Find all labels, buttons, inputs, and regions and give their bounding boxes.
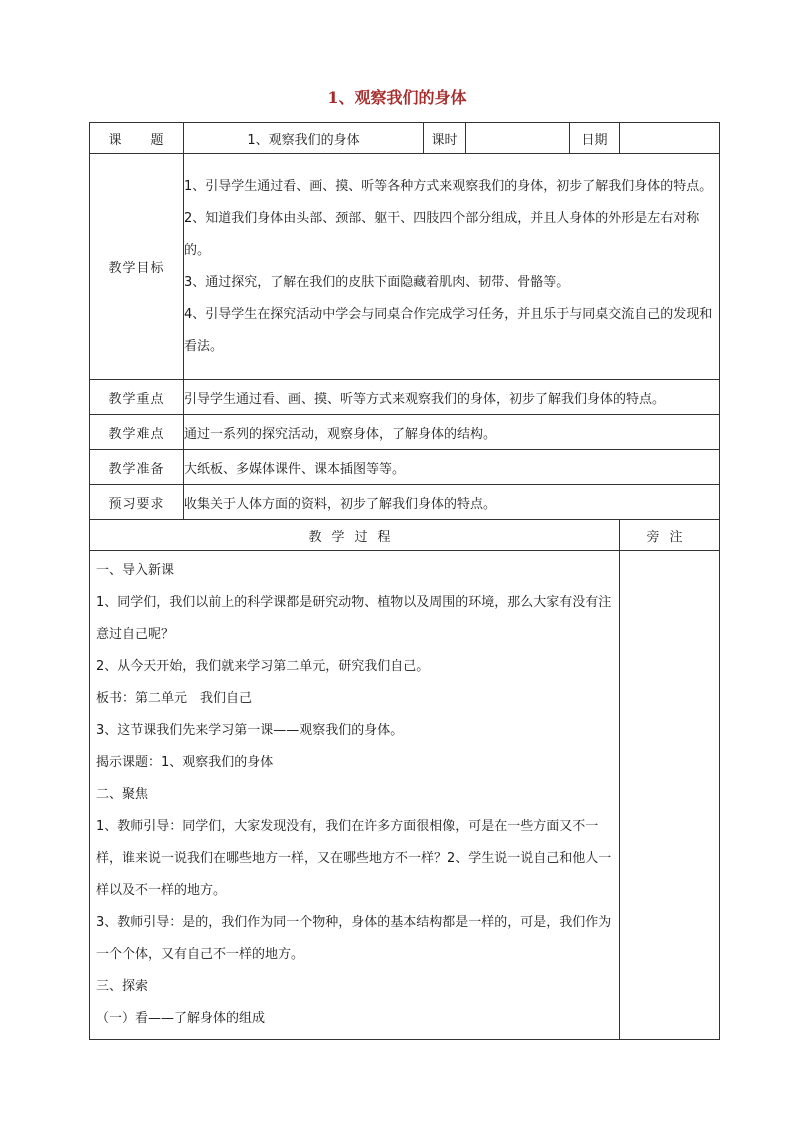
process-line: 二、聚焦 (96, 787, 149, 802)
topic-value: 1、观察我们的身体 (184, 123, 424, 154)
document-title: 1、观察我们的身体 (327, 88, 467, 107)
preview-row (90, 485, 720, 520)
goal-item: 1、引导学生通过看、画、摸、听等各种方式来观察我们的身体，初步了解我们身体的特点。 (184, 178, 713, 194)
process-line: 1、教师引导：同学们，大家发现没有，我们在许多方面很相像，可是在一些方面又不一样，谁来说一说我们在哪些地方一样，又在哪些地方不一样？2、学生说一说自己和他人一样以及不一样的地方。 (96, 819, 612, 898)
goals-row (90, 154, 720, 380)
notes-column (620, 551, 720, 1040)
preview-text: 收集关于人体方面的资料，初步了解我们身体的特点。 (184, 485, 720, 520)
header-row (90, 123, 720, 154)
goals-label: 教学目标 (90, 154, 184, 380)
difficulties-text: 通过一系列的探究活动，观察身体，了解身体的结构。 (184, 415, 720, 450)
period-label: 课时 (424, 123, 466, 154)
topic-label: 课 题 (90, 123, 184, 154)
process-line: 2、从今天开始，我们就来学习第二单元，研究我们自己。 (96, 659, 430, 674)
key-points-row (90, 380, 720, 415)
difficulties-label: 教学难点 (90, 415, 184, 450)
process-header: 教学过程 (90, 520, 620, 551)
preparation-row (90, 450, 720, 485)
process-line: 三、探索 (96, 979, 149, 994)
goals-content (184, 154, 720, 380)
lesson-plan-table (89, 122, 720, 1040)
process-line: 3、这节课我们先来学习第一课——观察我们的身体。 (96, 723, 404, 738)
preparation-label: 教学准备 (90, 450, 184, 485)
process-content (90, 551, 620, 1040)
difficulties-row (90, 415, 720, 450)
process-line: （一）看——了解身体的组成 (96, 1011, 266, 1026)
period-value (466, 123, 570, 154)
key-points-label: 教学重点 (90, 380, 184, 415)
process-line: 板书：第二单元 我们自己 (96, 691, 253, 706)
process-line: 揭示课题：1、观察我们的身体 (96, 755, 274, 770)
process-line: 1、同学们，我们以前上的科学课都是研究动物、植物以及周围的环境，那么大家有没有注意过自己呢？ (96, 595, 612, 642)
process-header-row (90, 520, 720, 551)
date-label: 日期 (570, 123, 620, 154)
process-body-row (90, 551, 720, 1040)
goal-item: 4、引导学生在探究活动中学会与同桌合作完成学习任务，并且乐于与同桌交流自己的发现和看法。 (184, 306, 713, 354)
preparation-text: 大纸板、多媒体课件、课本插图等等。 (184, 450, 720, 485)
key-points-text: 引导学生通过看、画、摸、听等方式来观察我们的身体，初步了解我们身体的特点。 (184, 380, 720, 415)
notes-header: 旁注 (620, 520, 720, 551)
goal-item: 3、通过探究，了解在我们的皮肤下面隐藏着肌肉、韧带、骨骼等。 (184, 274, 570, 290)
preview-label: 预习要求 (90, 485, 184, 520)
process-line: 一、导入新课 (96, 563, 175, 578)
process-line: 3、教师引导：是的，我们作为同一个物种，身体的基本结构都是一样的，可是，我们作为一个个体，又有自己不一样的地方。 (96, 915, 612, 962)
goal-item: 2、知道我们身体由头部、颈部、躯干、四肢四个部分组成，并且人身体的外形是左右对称的。 (184, 210, 700, 258)
date-value (620, 123, 720, 154)
